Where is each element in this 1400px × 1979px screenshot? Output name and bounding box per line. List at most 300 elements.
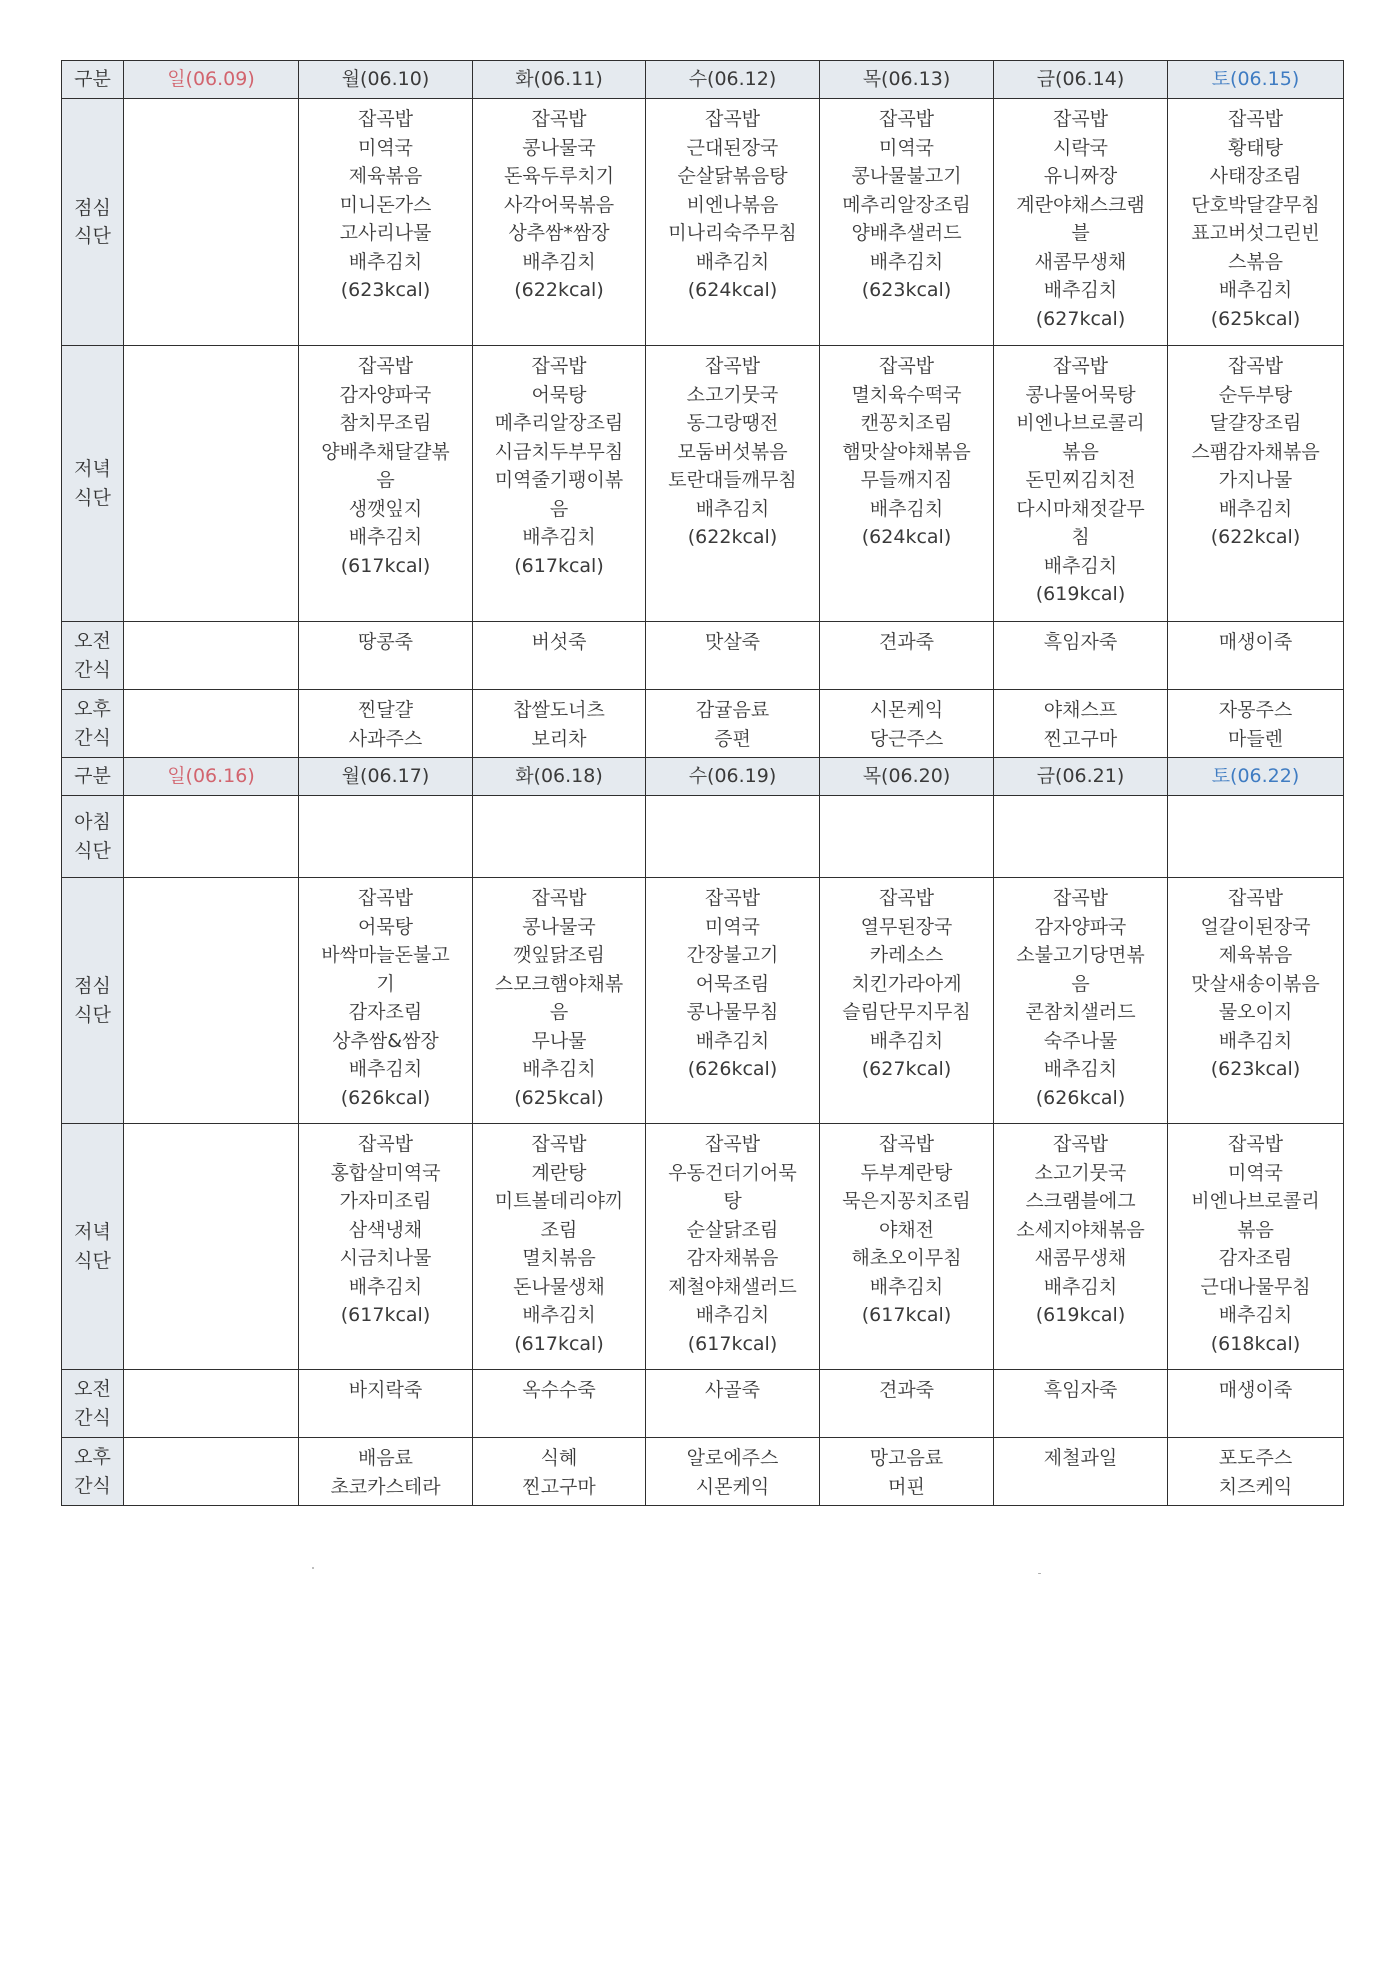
menu-item: (624kcal) [861, 526, 952, 548]
menu-item: 매생이죽 [1218, 631, 1293, 653]
menu-item: 맛살새송이볶음 [1191, 972, 1320, 995]
meal-row-am-snack [62, 1370, 1344, 1438]
category-label: 구분 [62, 758, 124, 796]
menu-item: 가자미조림 [339, 1190, 432, 1212]
menu-item: 배추김치 [869, 1029, 944, 1052]
menu-item: 사각어묵볶음 [503, 193, 615, 216]
menu-item: 멸치육수떡국 [851, 383, 962, 406]
meal-type-label [62, 878, 124, 1124]
menu-item: 배추김치 [348, 1275, 423, 1298]
menu-item: 제철과일 [1043, 1447, 1118, 1469]
meal-type-label [62, 622, 124, 690]
menu-item: 포도주스 [1218, 1447, 1293, 1469]
meal-type-label-line: 아침 [74, 811, 111, 833]
menu-cell [124, 796, 299, 878]
menu-item: 가지나물 [1218, 469, 1293, 491]
menu-item: 배추김치 [1218, 1029, 1293, 1052]
menu-item: 당근주스 [869, 727, 944, 750]
menu-item: 어묵탕 [357, 915, 414, 938]
menu-item: 배추김치 [1218, 497, 1293, 520]
menu-item: 양배추채달걀볶 [321, 440, 450, 463]
menu-item: 미나리숙주무침 [668, 222, 797, 244]
menu-item: 비엔나볶음 [686, 193, 779, 216]
menu-item: 계란야채스크램 [1016, 193, 1145, 216]
menu-item: (626kcal) [1035, 1086, 1126, 1109]
menu-item: 잡곡밥 [531, 1133, 587, 1155]
menu-item: 잡곡밥 [1052, 108, 1109, 130]
day-header: 수(06.19) [646, 758, 820, 796]
meal-type-label-line: 식단 [74, 839, 111, 862]
menu-cell [646, 1370, 820, 1438]
menu-item: (625kcal) [514, 1086, 604, 1109]
menu-item: 콩나물무침 [686, 1001, 779, 1023]
menu-item: (617kcal) [861, 1304, 952, 1326]
menu-item: 멸치볶음 [522, 1247, 596, 1269]
menu-item: (618kcal) [1210, 1332, 1301, 1355]
day-header: 일(06.16) [124, 758, 299, 796]
menu-cell [646, 1438, 820, 1506]
menu-cell [994, 99, 1168, 346]
menu-item: 흑임자죽 [1043, 631, 1118, 653]
menu-item: 배추김치 [1218, 1304, 1293, 1326]
menu-cell [994, 796, 1168, 878]
menu-item: 돈나물생채 [513, 1275, 605, 1298]
menu-item: 배추김치 [348, 1058, 423, 1080]
menu-item: 배추김치 [1043, 1058, 1118, 1080]
menu-item: 바지락죽 [348, 1379, 423, 1401]
menu-item: 배추김치 [348, 526, 423, 548]
menu-item: 잡곡밥 [1227, 108, 1284, 130]
menu-item: 시금치두부무침 [494, 440, 624, 463]
menu-item: 배추김치 [522, 1058, 596, 1080]
menu-item: 배추김치 [869, 1275, 944, 1298]
menu-item: 잡곡밥 [531, 355, 587, 377]
day-header: 토(06.22) [1168, 758, 1344, 796]
menu-cell [994, 878, 1168, 1124]
menu-cell [646, 796, 820, 878]
menu-item: 감자양파국 [1034, 915, 1127, 938]
menu-item: 배추김치 [695, 1304, 770, 1326]
menu-item: 땅콩죽 [357, 631, 414, 653]
menu-item: 머핀 [888, 1475, 925, 1498]
menu-cell [820, 346, 994, 622]
menu-cell [1168, 346, 1344, 622]
menu-item: 상추쌈*쌈장 [508, 222, 610, 244]
menu-item: 잡곡밥 [704, 355, 761, 377]
menu-item: (623kcal) [340, 279, 431, 301]
menu-item: 사과주스 [348, 727, 423, 750]
menu-cell [124, 1438, 299, 1506]
menu-item: 매생이죽 [1218, 1379, 1293, 1401]
menu-item: 잡곡밥 [1052, 887, 1109, 909]
menu-item: 음 [1071, 972, 1090, 995]
menu-cell [124, 622, 299, 690]
menu-item: 알로에주스 [686, 1447, 779, 1469]
menu-item: 소고기뭇국 [1034, 1161, 1127, 1184]
menu-item: (627kcal) [861, 1058, 952, 1080]
menu-cell [124, 99, 299, 346]
menu-item: (617kcal) [514, 554, 604, 577]
menu-item: 배추김치 [522, 250, 596, 273]
menu-cell [473, 346, 646, 622]
menu-item: (623kcal) [1210, 1058, 1301, 1080]
menu-cell [646, 622, 820, 690]
day-header: 토(06.15) [1168, 61, 1344, 99]
menu-item: 잡곡밥 [357, 108, 414, 130]
day-header: 일(06.09) [124, 61, 299, 99]
category-label: 구분 [62, 61, 124, 99]
menu-item: 잡곡밥 [357, 1133, 414, 1155]
menu-item: 흑임자죽 [1043, 1379, 1118, 1401]
menu-item: (619kcal) [1035, 1304, 1126, 1326]
menu-item: 음 [376, 469, 395, 491]
menu-item: 배추김치 [522, 526, 596, 548]
menu-item: 배추김치 [695, 1029, 770, 1052]
menu-cell [473, 1438, 646, 1506]
menu-item: 해초오이무침 [851, 1247, 962, 1269]
meal-type-label [62, 99, 124, 346]
menu-item: 잡곡밥 [878, 887, 935, 909]
menu-item: (627kcal) [1035, 307, 1126, 330]
menu-item: 슬림단무지무침 [842, 1001, 971, 1023]
menu-cell [820, 622, 994, 690]
menu-item: 잡곡밥 [878, 1133, 935, 1155]
menu-item: 콘참치샐러드 [1025, 1001, 1136, 1023]
menu-item: 콩나물불고기 [851, 165, 962, 187]
menu-item: (617kcal) [687, 1332, 778, 1355]
menu-item: 탕 [723, 1190, 742, 1212]
meal-type-label-line: 식단 [74, 486, 111, 509]
menu-item: 잡곡밥 [357, 887, 414, 909]
menu-item: 다시마채젓갈무 [1016, 497, 1145, 520]
menu-cell [473, 1370, 646, 1438]
menu-cell [646, 878, 820, 1124]
meal-row-dinner [62, 1124, 1344, 1370]
menu-item: (623kcal) [861, 279, 952, 301]
meal-type-label [62, 1438, 124, 1506]
meal-row-pm-snack [62, 690, 1344, 758]
menu-item: 깻잎닭조림 [513, 944, 605, 966]
menu-item: 견과죽 [878, 631, 935, 653]
menu-item: 감자조림 [1218, 1247, 1293, 1269]
menu-cell [1168, 878, 1344, 1124]
menu-cell [646, 346, 820, 622]
menu-cell [1168, 1370, 1344, 1438]
menu-item: 사골죽 [704, 1379, 761, 1401]
meal-row-lunch [62, 878, 1344, 1124]
meal-type-label-line: 간식 [74, 1406, 111, 1429]
day-header: 화(06.11) [473, 61, 646, 99]
menu-cell [1168, 796, 1344, 878]
menu-item: 비엔나브로콜리 [1016, 412, 1145, 434]
meal-type-label [62, 1370, 124, 1438]
menu-item: 시몬케익 [695, 1475, 770, 1498]
menu-item: 무들깨지짐 [860, 469, 953, 491]
menu-item: 콩나물국 [522, 915, 596, 938]
meal-type-label-line: 저녁 [74, 458, 111, 480]
menu-item: 배음료 [357, 1447, 414, 1469]
menu-item: 시몬케익 [869, 699, 944, 721]
menu-item: 음 [549, 1001, 569, 1023]
menu-cell [820, 1124, 994, 1370]
menu-item: 배추김치 [1043, 279, 1118, 301]
meal-row-breakfast [62, 796, 1344, 878]
menu-item: 잡곡밥 [704, 887, 761, 909]
meal-type-label-line: 오전 [74, 630, 111, 652]
menu-item: (622kcal) [687, 526, 778, 548]
menu-item: 고사리나물 [339, 222, 432, 244]
menu-item: 야채전 [878, 1218, 935, 1241]
menu-cell [299, 99, 473, 346]
menu-item: (626kcal) [340, 1086, 431, 1109]
menu-cell [299, 1370, 473, 1438]
menu-item: 홍합살미역국 [330, 1161, 441, 1184]
menu-item: 자몽주스 [1218, 699, 1293, 721]
menu-item: 소세지야채볶음 [1016, 1218, 1145, 1241]
menu-cell [994, 1124, 1168, 1370]
menu-cell [473, 796, 646, 878]
menu-item: 단호박달걀무침 [1191, 193, 1320, 216]
menu-item: 소불고기당면볶 [1016, 944, 1145, 966]
meal-row-lunch [62, 99, 1344, 346]
menu-item: 무나물 [531, 1029, 587, 1052]
menu-item: 묵은지꽁치조림 [842, 1190, 971, 1212]
menu-item: 두부계란탕 [860, 1161, 953, 1184]
menu-item: 잡곡밥 [531, 108, 587, 130]
menu-item: 배추김치 [1043, 554, 1118, 577]
menu-item: 얼갈이된장국 [1200, 915, 1311, 938]
menu-item: 양배추샐러드 [851, 222, 962, 244]
menu-item: 잡곡밥 [1227, 887, 1284, 909]
menu-cell [473, 878, 646, 1124]
menu-item: 잡곡밥 [1227, 1133, 1284, 1155]
menu-item: 기 [376, 972, 395, 995]
menu-item: 모둠버섯볶음 [677, 440, 788, 463]
menu-item: 배추김치 [1218, 279, 1293, 301]
menu-item: 새콤무생채 [1034, 250, 1127, 273]
menu-item: 잡곡밥 [878, 108, 935, 130]
menu-item: 잡곡밥 [357, 355, 414, 377]
menu-item: 미니돈가스 [339, 193, 432, 216]
menu-cell [299, 346, 473, 622]
menu-item: 순두부탕 [1218, 383, 1293, 406]
menu-item: 배추김치 [348, 250, 423, 273]
menu-item: (617kcal) [514, 1332, 604, 1355]
menu-cell [820, 796, 994, 878]
meal-type-label-line: 식단 [74, 1249, 111, 1272]
menu-cell [994, 346, 1168, 622]
menu-cell [299, 622, 473, 690]
menu-item: 배추김치 [869, 250, 944, 273]
meal-row-dinner [62, 346, 1344, 622]
menu-cell [1168, 622, 1344, 690]
day-header: 수(06.12) [646, 61, 820, 99]
menu-item: 견과죽 [878, 1379, 935, 1401]
meal-type-label [62, 346, 124, 622]
menu-item: 망고음료 [869, 1447, 944, 1469]
menu-item: 어묵탕 [531, 383, 587, 406]
menu-item: 시금치나물 [339, 1247, 432, 1269]
menu-item: 마들렌 [1227, 727, 1284, 750]
day-header: 월(06.10) [299, 61, 473, 99]
menu-item: 상추쌈&쌈장 [332, 1029, 439, 1052]
menu-item: 치즈케익 [1218, 1475, 1293, 1498]
menu-cell [994, 1370, 1168, 1438]
menu-item: 감귤음료 [695, 699, 770, 721]
menu-cell [124, 690, 299, 758]
menu-item: 숙주나물 [1043, 1029, 1118, 1052]
menu-item: 달걀장조림 [1209, 412, 1302, 434]
menu-cell [994, 690, 1168, 758]
menu-item: 찹쌀도너츠 [513, 699, 605, 721]
menu-item: 열무된장국 [860, 915, 953, 938]
menu-cell [299, 1438, 473, 1506]
menu-cell [820, 99, 994, 346]
menu-item: 생깻잎지 [348, 497, 423, 520]
menu-item: 비엔나브로콜리 [1191, 1190, 1320, 1212]
menu-item: (625kcal) [1210, 307, 1301, 330]
meal-type-label-line: 식단 [74, 1003, 111, 1026]
menu-item: 바싹마늘돈불고 [321, 944, 450, 966]
menu-item: 삼색냉채 [348, 1218, 423, 1241]
menu-item: 간장불고기 [686, 944, 779, 966]
menu-item: 맛살죽 [704, 631, 761, 653]
menu-item: 황태탕 [1227, 136, 1284, 159]
menu-cell [124, 1370, 299, 1438]
day-header: 금(06.21) [994, 758, 1168, 796]
menu-cell [1168, 99, 1344, 346]
menu-item: 스모크햄야채볶 [494, 972, 624, 995]
menu-item: 카레소스 [869, 944, 944, 966]
menu-item: 제육볶음 [1218, 944, 1293, 966]
menu-item: 증편 [714, 727, 751, 750]
menu-item: 잡곡밥 [878, 355, 935, 377]
menu-item: (617kcal) [340, 1304, 431, 1326]
menu-item: 감자채볶음 [686, 1247, 779, 1269]
menu-cell [994, 1438, 1168, 1506]
menu-item: 제육볶음 [348, 165, 423, 187]
menu-item: 야채스프 [1043, 699, 1118, 721]
menu-item: 햄맛살야채볶음 [842, 440, 971, 463]
menu-item: (626kcal) [687, 1058, 778, 1080]
week-header-row [62, 758, 1344, 796]
menu-item: 근대된장국 [686, 136, 779, 159]
menu-item: 배추김치 [869, 497, 944, 520]
menu-item: 사태장조림 [1209, 165, 1302, 187]
menu-cell [1168, 1124, 1344, 1370]
menu-item: 계란탕 [531, 1161, 587, 1184]
menu-cell [646, 1124, 820, 1370]
menu-item: 볶음 [1237, 1218, 1274, 1241]
menu-cell [299, 690, 473, 758]
menu-item: 어묵조림 [695, 972, 770, 995]
menu-item: 치킨가라아게 [851, 972, 962, 995]
menu-item: 동그랑땡전 [686, 412, 779, 434]
menu-item: 배추김치 [522, 1304, 596, 1326]
menu-item: 콩나물어묵탕 [1025, 383, 1136, 406]
menu-item: 미역국 [357, 136, 414, 159]
menu-item: (622kcal) [514, 279, 604, 301]
meal-type-label [62, 796, 124, 878]
menu-item: 새콤무생채 [1034, 1247, 1127, 1269]
week-header-row [62, 61, 1344, 99]
day-header: 목(06.20) [820, 758, 994, 796]
menu-item: 찐고구마 [522, 1475, 596, 1498]
menu-item: 잡곡밥 [704, 1133, 761, 1155]
menu-item: 배추김치 [695, 250, 770, 273]
weekly-meal-table [61, 60, 1344, 1506]
menu-item: (624kcal) [687, 279, 778, 301]
menu-cell [820, 1370, 994, 1438]
meal-row-am-snack [62, 622, 1344, 690]
menu-item: 순살닭조림 [686, 1218, 779, 1241]
menu-item: 스볶음 [1227, 250, 1284, 273]
menu-item: 초코카스테라 [330, 1475, 441, 1498]
menu-item: 미트볼데리야끼 [494, 1190, 624, 1212]
menu-item: 미역국 [878, 136, 935, 159]
menu-item: 감자양파국 [339, 383, 432, 406]
menu-item: 스팸감자채볶음 [1191, 440, 1320, 463]
day-header: 목(06.13) [820, 61, 994, 99]
menu-cell [473, 99, 646, 346]
meal-type-label-line: 저녁 [74, 1221, 111, 1243]
meal-type-label-line: 점심 [74, 975, 111, 997]
menu-cell [299, 878, 473, 1124]
meal-type-label-line: 오후 [74, 1446, 111, 1468]
scan-speck [1038, 1573, 1041, 1574]
menu-item: 식혜 [540, 1447, 578, 1469]
menu-item: 버섯죽 [531, 631, 587, 653]
menu-cell [646, 690, 820, 758]
meal-row-pm-snack [62, 1438, 1344, 1506]
menu-item: 시락국 [1052, 136, 1109, 159]
menu-item: 배추김치 [1043, 1275, 1118, 1298]
menu-item: 잡곡밥 [1052, 1133, 1109, 1155]
menu-item: 찐달걀 [357, 699, 414, 721]
menu-item: 감자조림 [348, 1001, 423, 1023]
menu-item: 음 [549, 497, 569, 520]
day-header: 금(06.14) [994, 61, 1168, 99]
scan-speck [312, 1567, 314, 1569]
menu-item: 물오이지 [1218, 1001, 1293, 1023]
menu-item: 볶음 [1062, 440, 1099, 463]
menu-item: 소고기뭇국 [686, 383, 779, 406]
menu-cell [1168, 1438, 1344, 1506]
menu-item: 순살닭볶음탕 [677, 165, 788, 187]
menu-item: 잡곡밥 [531, 887, 587, 909]
menu-cell [473, 690, 646, 758]
menu-item: 메추리알장조림 [842, 193, 971, 216]
menu-cell [124, 878, 299, 1124]
menu-item: 돈민찌김치전 [1025, 469, 1136, 491]
menu-item: 유니짜장 [1043, 165, 1118, 187]
menu-item: 메추리알장조림 [494, 412, 624, 434]
menu-item: 조림 [540, 1218, 578, 1241]
day-header: 화(06.18) [473, 758, 646, 796]
menu-item: 콩나물국 [522, 136, 596, 159]
menu-item: 참치무조림 [339, 412, 432, 434]
menu-item: 미역국 [704, 915, 761, 938]
menu-cell [646, 99, 820, 346]
menu-item: 침 [1071, 526, 1090, 548]
menu-item: 옥수수죽 [522, 1379, 596, 1401]
menu-item: 미역줄기팽이볶 [494, 469, 624, 491]
meal-type-label-line: 간식 [74, 1474, 111, 1497]
menu-item: 스크램블에그 [1025, 1190, 1136, 1212]
meal-type-label [62, 690, 124, 758]
meal-type-label-line: 오전 [74, 1378, 111, 1400]
meal-type-label-line: 간식 [74, 726, 111, 749]
